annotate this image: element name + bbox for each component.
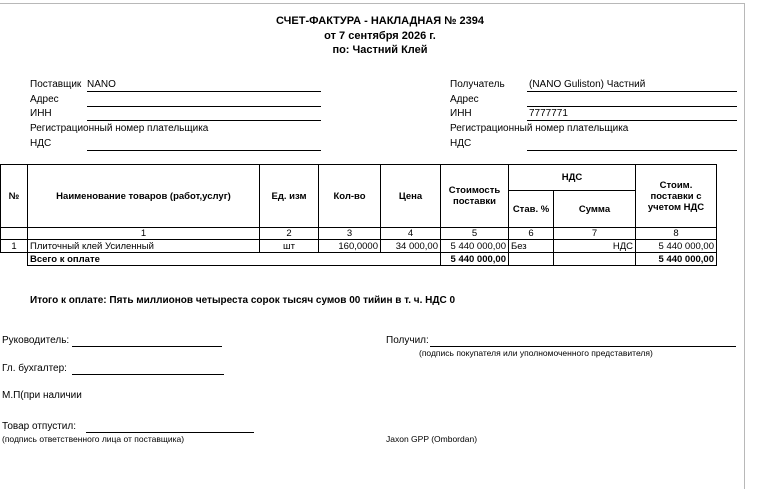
recipient-label: Получатель <box>450 79 505 90</box>
cell-price: 34 000,00 <box>381 240 441 253</box>
col-header-vat-rate: Став. % <box>509 191 554 228</box>
col-number-4: 4 <box>381 228 441 240</box>
invoice-basis: по: Частний Клей <box>332 44 428 56</box>
supplier-address-line <box>87 106 321 107</box>
total-label: Всего к оплате <box>28 253 441 266</box>
table-column-numbers <box>1 228 717 240</box>
col-number-6: 6 <box>509 228 554 240</box>
cell-qty: 160,0000 <box>319 240 381 253</box>
col-number-1: 1 <box>28 228 260 240</box>
cell-vat-rate: Без <box>509 240 554 253</box>
company-name: Jaxon GPP (Ombordan) <box>386 434 478 444</box>
director-label: Руководитель: <box>2 335 70 346</box>
supplier-label: Поставщик <box>30 79 82 90</box>
invoice-title: СЧЕТ-ФАКТУРА - НАКЛАДНАЯ № 2394 <box>276 15 484 27</box>
released-note: (подпись ответственного лица от поставщика) <box>2 434 185 444</box>
cell-total: 5 440 000,00 <box>636 240 717 253</box>
cell-unit: шт <box>260 240 319 253</box>
supplier-name-line <box>87 91 321 92</box>
supplier-vat-line <box>87 150 321 151</box>
recipient-reg-label: Регистрационный номер плательщика <box>450 123 629 134</box>
recipient-inn-label: ИНН <box>450 108 472 119</box>
director-signature-line <box>72 346 222 347</box>
recipient-name-line <box>527 91 737 92</box>
supplier-inn-line <box>87 120 321 121</box>
accountant-label: Гл. бухгалтер: <box>2 363 67 374</box>
recipient-inn-line <box>527 120 737 121</box>
table-row <box>1 240 717 253</box>
col-number-7: 7 <box>554 228 636 240</box>
amount-in-words: Итого к оплате: Пять миллионов четыреста сорок тысяч сумов 00 тийин в т. ч. НДС 0 <box>30 295 456 306</box>
supplier-name: NANO <box>87 79 116 90</box>
col-header-cost: Стоимость поставки <box>441 165 509 228</box>
invoice-date: от 7 сентября 2026 г. <box>324 30 436 42</box>
col-number-3: 3 <box>319 228 381 240</box>
supplier-vat-label: НДС <box>30 138 52 149</box>
col-header-name: Наименование товаров (работ,услуг) <box>28 165 260 228</box>
col-header-unit: Ед. изм <box>260 165 319 228</box>
col-header-vat-sum: Сумма <box>554 191 636 228</box>
invoice-table <box>0 164 717 266</box>
page-right-border <box>744 3 745 489</box>
cell-cost: 5 440 000,00 <box>441 240 509 253</box>
received-note: (подпись покупателя или уполномоченного представителя) <box>419 348 653 358</box>
col-header-no: № <box>1 165 28 228</box>
cell-vat-sum: НДС <box>554 240 636 253</box>
page-top-border <box>0 3 744 4</box>
supplier-reg-label: Регистрационный номер плательщика <box>30 123 209 134</box>
released-label: Товар отпустил: <box>2 421 76 432</box>
col-header-total: Стоим. поставки с учетом НДС <box>636 165 717 228</box>
recipient-address-line <box>527 106 737 107</box>
col-number-8: 8 <box>636 228 717 240</box>
table-total-row <box>1 253 717 266</box>
recipient-name: (NANO Guliston) Частний <box>529 79 646 90</box>
stamp-label: М.П(при наличии <box>2 390 82 401</box>
col-number-5: 5 <box>441 228 509 240</box>
cell-name: Плиточный клей Усиленный <box>28 240 260 253</box>
supplier-inn-label: ИНН <box>30 108 52 119</box>
col-header-price: Цена <box>381 165 441 228</box>
col-header-qty: Кол-во <box>319 165 381 228</box>
released-signature-line <box>86 432 254 433</box>
received-signature-line <box>430 346 736 347</box>
total-cost: 5 440 000,00 <box>441 253 509 266</box>
recipient-inn-value: 7777771 <box>529 108 568 119</box>
received-label: Получил: <box>386 335 429 346</box>
accountant-signature-line <box>72 374 224 375</box>
recipient-vat-label: НДС <box>450 138 472 149</box>
cell-no: 1 <box>1 240 28 253</box>
total-sum: 5 440 000,00 <box>636 253 717 266</box>
col-number-2: 2 <box>260 228 319 240</box>
col-header-vat: НДС <box>509 165 636 191</box>
supplier-address-label: Адрес <box>30 94 59 105</box>
recipient-vat-line <box>527 150 737 151</box>
table-header-row <box>1 165 717 191</box>
recipient-address-label: Адрес <box>450 94 479 105</box>
